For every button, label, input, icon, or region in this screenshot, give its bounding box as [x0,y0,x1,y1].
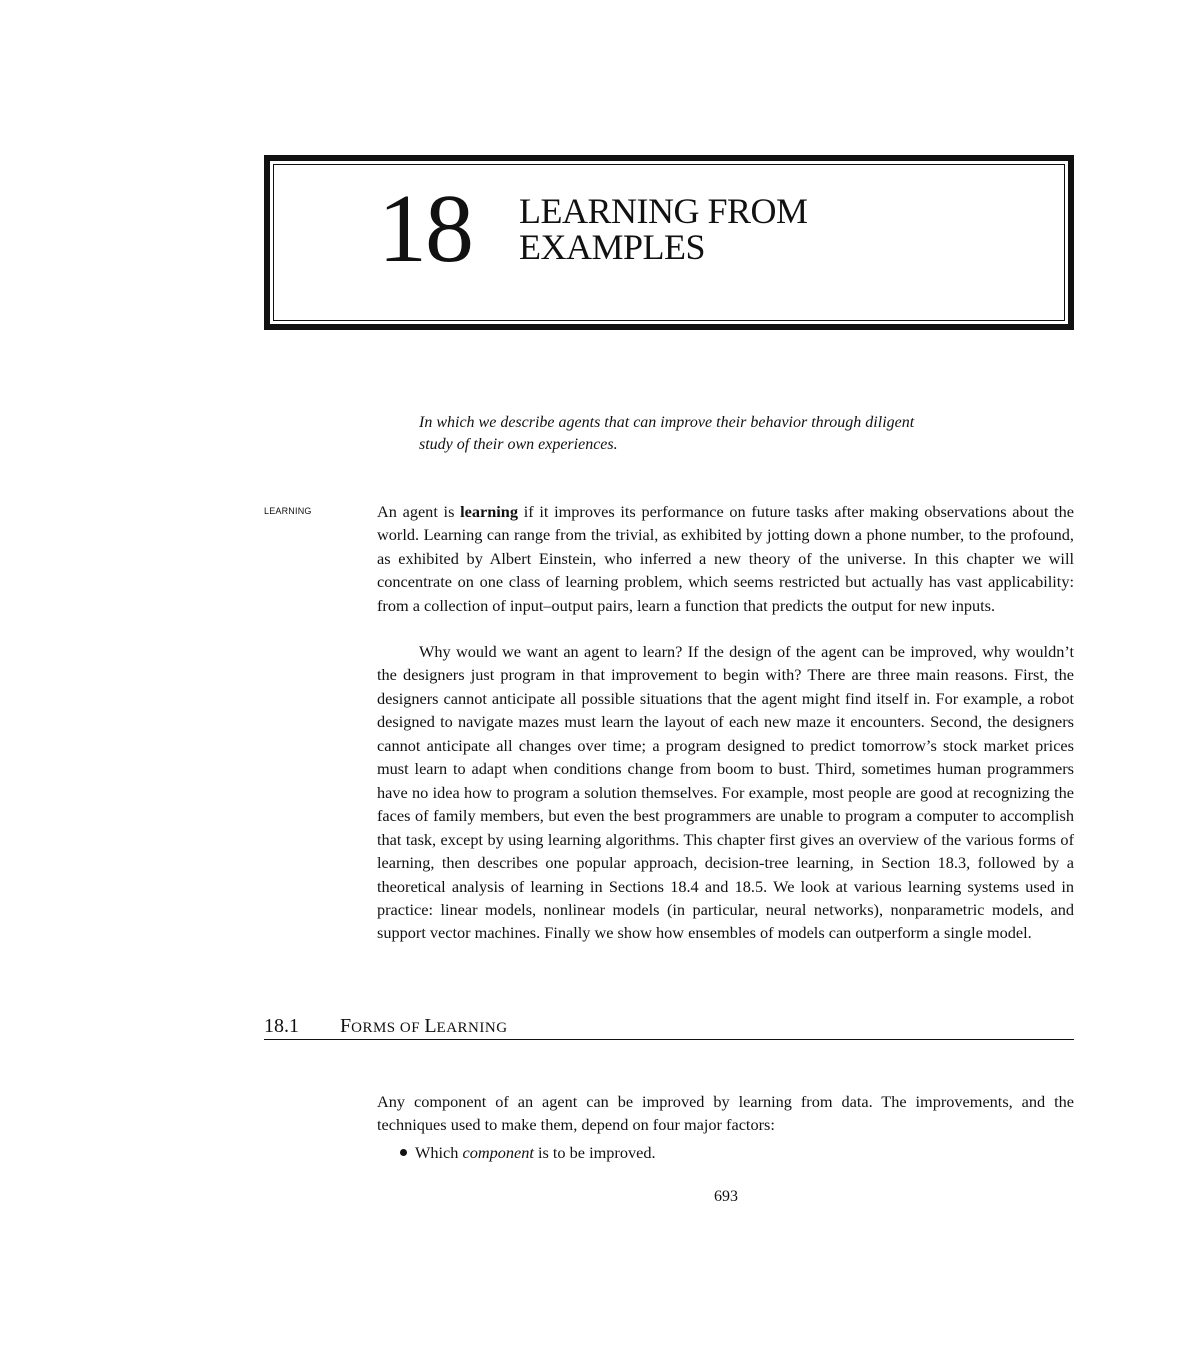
section-paragraph-1 [377,1090,1074,1137]
chapter-title [519,193,808,265]
bullet-item [400,1141,656,1164]
intro-paragraph-1 [377,500,1074,617]
chapter-title-line1: LEARNING FROM [519,191,808,231]
paragraph1-pre: An agent is [377,502,461,521]
paragraph2-text: Why would we want an agent to learn? If the design of the agent can be improved, why wouldn’t the designers just program in that improvement to begin with? There are three main reasons. First, the designers cannot anticipate all possible situations that the agent might find itself in. For example, a robot designed to navigate mazes must learn the layout of each new maze it encounters. Second, the designers cannot anticipate all changes over time; a program designed to predict tomorrow’s stock market prices must learn to adapt when conditions change from boom to bust. Third, sometimes human programmers have no idea how to program a solution themselves. For example, most people are good at recognizing the faces of family members, but even the best programmers are unable to program a computer to accomplish that task, except by using learning algorithms. This chapter first gives an overview of the various forms of learning, then describes one popular approach, decision-tree learning, in Section 18.3, followed by a theoretical analysis of learning in Sections 18.4 and 18.5. We look at various learning systems used in practice: linear models, nonlinear models (in particular, neural networks), nonparametric models, and support vector machines. Finally we show how ensembles of models can outperform a single model. [377,642,1074,943]
bullet-pre: Which [415,1143,463,1162]
section-heading [264,1014,1074,1040]
chapter-epigraph [419,412,1059,456]
paragraph1-post: if it improves its performance on future tasks after making observations about the world. Learning can range from the trivial, as exhibited by jotting down a phone number, to the profound, as exhibited by Albert Einstein, who inferred a new theory of the universe. In this chapter we will concentrate on one class of learning problem, which seems restricted but actually has vast applicability: from a collection of input–output pairs, learn a function that predicts the output for new inputs. [377,502,1075,615]
bullet-dot-icon [400,1149,407,1156]
section-number: 18.1 [264,1015,299,1037]
paragraph3-text: Any component of an agent can be improved by learning from data. The improvements, and the techniques used to make them, depend on four major factors: [377,1092,1074,1135]
section-title-cap1: F [340,1015,352,1037]
chapter-title-line2: EXAMPLES [519,227,706,267]
chapter-number: 18 [378,175,472,283]
page-number: 693 [714,1188,738,1205]
section-title [340,1015,508,1037]
bullet-post: is to be improved. [533,1143,656,1162]
epigraph-line1: In which we describe agents that can improve their behavior through diligent [419,414,915,431]
term-learning: learning [460,502,519,521]
bullet-emphasis: component [462,1143,534,1162]
epigraph-line2: study of their own experiences. [419,436,618,453]
section-title-rest2: EARNING [436,1020,508,1036]
intro-paragraph-2 [377,640,1074,945]
margin-note-learning: LEARNING [264,506,312,516]
section-title-cap2: L [424,1015,437,1037]
section-title-rest1: ORMS OF [351,1020,425,1036]
